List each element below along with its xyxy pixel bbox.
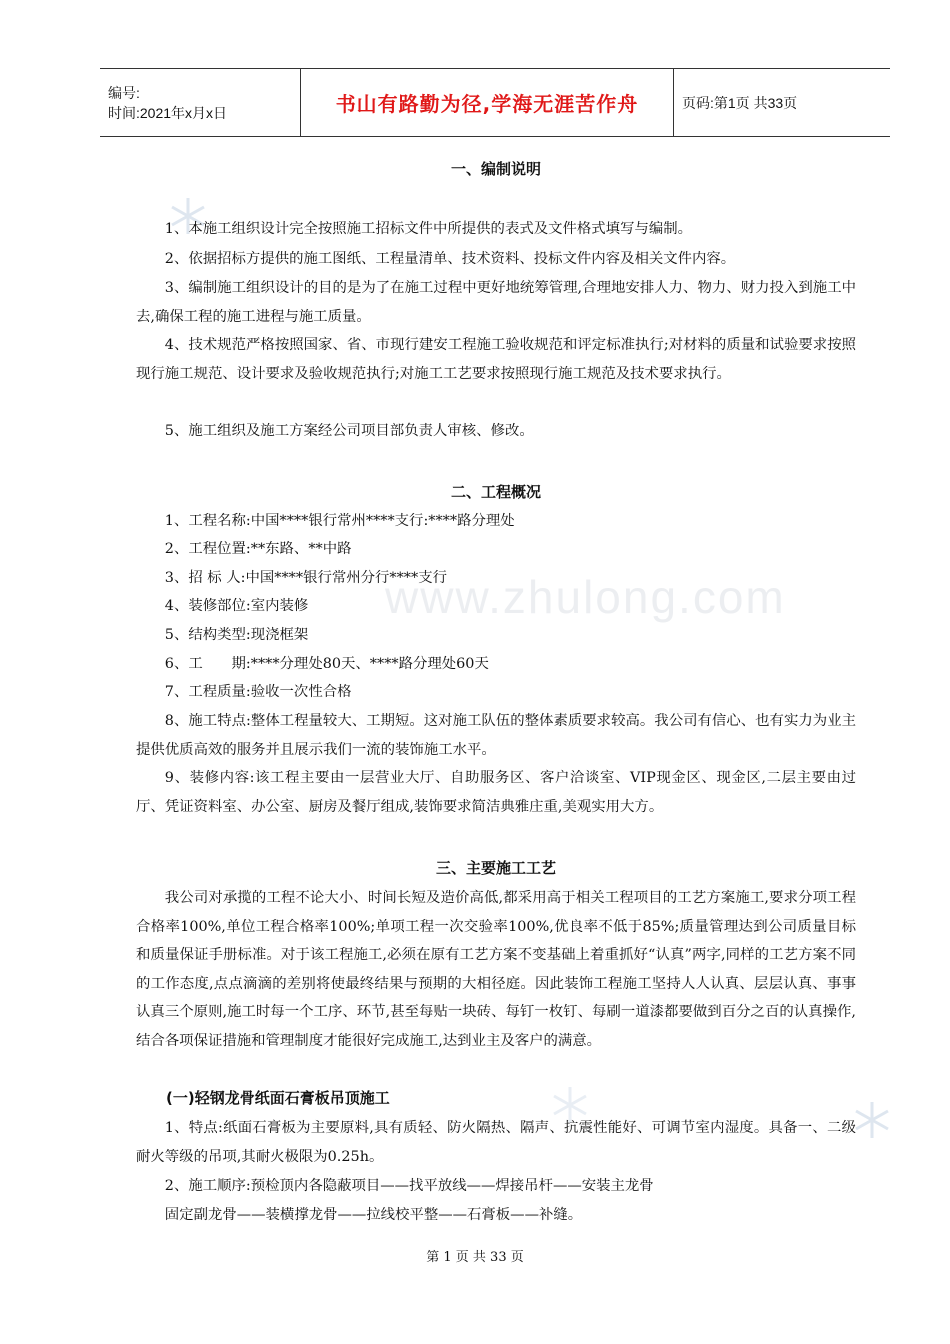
section1-item: 5、施工组织及施工方案经公司项目部负责人审核、修改。	[164, 423, 534, 439]
section3-item: 2、施工顺序:预检顶内各隐蔽项目——找平放线——焊接吊杆——安装主龙骨	[164, 1178, 654, 1194]
section1-item: 1、本施工组织设计完全按照施工招标文件中所提供的表式及文件格式填写与编制。	[164, 221, 693, 237]
section2-item: 6、工 期:****分理处80天、****路分理处60天	[164, 656, 489, 672]
section1-item: 2、依据招标方提供的施工图纸、工程量清单、技术资料、投标文件内容及相关文件内容。	[164, 251, 736, 267]
section3-subtitle: (一)轻钢龙骨纸面石膏板吊顶施工	[166, 1089, 390, 1107]
section2-title: 二、工程概况	[450, 483, 541, 501]
snowflake-watermark-icon	[852, 1100, 892, 1140]
section3-item: 固定副龙骨——装横撑龙骨——拉线校平整——石膏板——补缝。	[164, 1207, 583, 1223]
page-label: 页码:第1页 共33页	[682, 94, 798, 111]
section2-item: 7、工程质量:验收一次性合格	[164, 684, 352, 700]
section2-item: 8、施工特点:整体工程量较大、工期短。这对施工队伍的整体素质要求较高。我公司有信心、也有实力为业主提供优质高效的服务并且展示我们一流的装饰施工水平。	[136, 713, 856, 758]
time-label: 时间:2021年x月x日	[108, 104, 228, 121]
site-watermark: www.zhulong.com	[385, 571, 786, 623]
page-header	[100, 68, 890, 137]
section1-item: 4、技术规范严格按照国家、省、市现行建安工程施工验收规范和评定标准执行;对材料的质量和试验要求按照现行施工规范、设计要求及验收规范执行;对施工工艺要求按照现行施工规范及技术要求执行。	[136, 337, 856, 382]
section3-item: 1、特点:纸面石膏板为主要原料,具有质轻、防火隔热、隔声、抗震性能好、可调节室内湿度。具备一、二级耐火等级的吊项,其耐火极限为0.25h。	[136, 1120, 856, 1165]
section3-intro: 我公司对承揽的工程不论大小、时间长短及造价高低,都采用高于相关工程项目的工艺方案施工,要求分项工程合格率100%,单位工程合格率100%;单项工程一次交验率100%,优良率不低于85%;质量管理达到公司质量目标和质量保证手册标准。对于该工程施工,必须在原有工艺方案不变基础上着重抓好“认真”两字,同样的工艺方案不同的工作态度,点点滴滴的差别将使最终结果与预期的大相径庭。因此装饰工程施工坚持人人认真、层层认真、事事认真三个原则,施工时每一个工序、环节,甚至每贴一块砖、每钉一枚钉、每刷一道漆都要做到百分之百的认真操作,结合各项保证措施和管理制度才能很好完成施工,达到业主及客户的满意。	[136, 890, 856, 1049]
page-footer: 第 1 页 共 33 页	[426, 1250, 524, 1265]
section1-title: 一、编制说明	[450, 160, 541, 178]
section2-item: 2、工程位置:**东路、**中路	[164, 541, 352, 557]
section1-item: 3、编制施工组织设计的目的是为了在施工过程中更好地统筹管理,合理地安排人力、物力、财力投入到施工中去,确保工程的施工进程与施工质量。	[136, 280, 856, 325]
section2-item: 3、招 标 人:中国****银行常州分行****支行	[164, 570, 447, 586]
header-left	[100, 69, 301, 136]
section2-item: 4、装修部位:室内装修	[164, 598, 309, 614]
motto: 书山有路勤为径,学海无涯苦作舟	[301, 69, 674, 136]
section3-title: 三、主要施工工艺	[435, 859, 556, 877]
section2-item: 1、工程名称:中国****银行常州****支行:****路分理处	[164, 513, 515, 529]
number-label: 编号:	[108, 84, 140, 101]
section2-item: 9、装修内容:该工程主要由一层营业大厅、自助服务区、客户洽谈室、VIP现金区、现金区,二层主要由过厅、凭证资料室、办公室、厨房及餐厅组成,装饰要求简洁典雅庄重,美观实用大方。	[136, 770, 856, 815]
section2-item: 5、结构类型:现浇框架	[164, 627, 309, 643]
